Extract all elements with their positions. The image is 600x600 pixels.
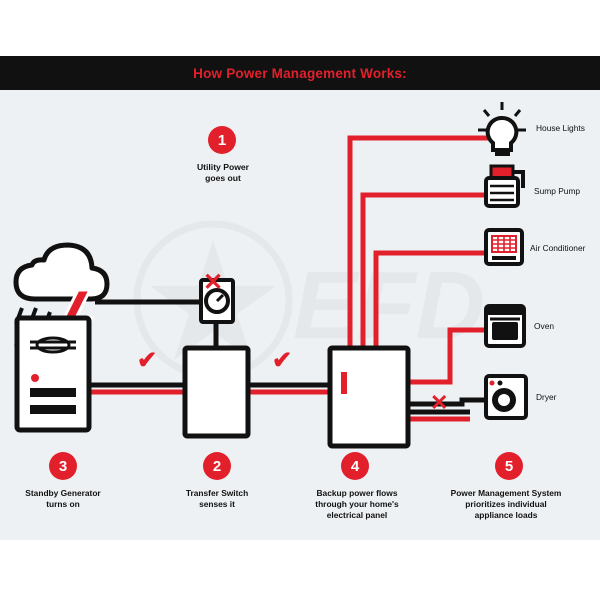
- step-badge-4: 4: [341, 452, 369, 480]
- bottom-white-band: [0, 540, 600, 600]
- transfer-switch-icon: [185, 348, 248, 436]
- step-caption-1-line1: Utility Power: [196, 162, 250, 172]
- step-caption-3-line2: turns on: [46, 498, 80, 509]
- step-caption-5-line2: prioritizes individual: [465, 498, 547, 509]
- step-caption-4: [298, 488, 416, 521]
- step-caption-1-line2: goes out: [205, 173, 241, 183]
- step-caption-4-line1: Backup power flows: [316, 488, 398, 498]
- transfer-check-mark: ✔: [272, 347, 293, 374]
- appliance-label-sump-pump: Sump Pump: [534, 186, 581, 196]
- step-badge-2: 2: [203, 452, 231, 480]
- step-caption-1: [168, 162, 278, 184]
- step-caption-5-line3: appliance loads: [474, 509, 538, 520]
- step-caption-2-line2: senses it: [199, 498, 235, 509]
- lightbulb-icon: [478, 102, 526, 156]
- appliance-label-dryer: Dryer: [536, 392, 557, 402]
- step-caption-2: [162, 488, 272, 510]
- step-badge-3: 3: [49, 452, 77, 480]
- page-title: How Power Management Works:: [193, 65, 407, 81]
- svg-text:EFD: EFD: [293, 252, 485, 359]
- dryer-x-mark: ✕: [430, 390, 449, 415]
- dryer-icon: [486, 376, 526, 418]
- step-caption-4-line2: through your home's: [315, 498, 399, 509]
- utility-x-mark: ✕: [203, 269, 224, 296]
- step-badge-5: 5: [495, 452, 523, 480]
- top-white-band: [0, 0, 600, 56]
- step-caption-3: [3, 488, 123, 510]
- header-bar: [0, 56, 600, 90]
- standby-generator-icon: [17, 318, 89, 430]
- sump-pump-icon: [486, 166, 523, 206]
- appliance-label-house-lights: House Lights: [536, 123, 585, 133]
- step-badge-1: 1: [208, 126, 236, 154]
- generator-check-mark: ✔: [137, 347, 158, 374]
- oven-icon: [486, 306, 524, 346]
- diagram-panel: [0, 90, 600, 540]
- appliance-label-air-conditioner: Air Conditioner: [530, 243, 586, 253]
- step-caption-5-line1: Power Management System: [450, 488, 562, 498]
- step-caption-3-line1: Standby Generator: [25, 488, 101, 498]
- step-caption-4-line3: electrical panel: [326, 509, 388, 520]
- air-conditioner-icon: [486, 230, 522, 264]
- step-caption-2-line1: Transfer Switch: [185, 488, 249, 498]
- electrical-panel-icon: [330, 348, 408, 446]
- appliance-label-oven: Oven: [534, 321, 555, 331]
- step-caption-5: [432, 488, 580, 521]
